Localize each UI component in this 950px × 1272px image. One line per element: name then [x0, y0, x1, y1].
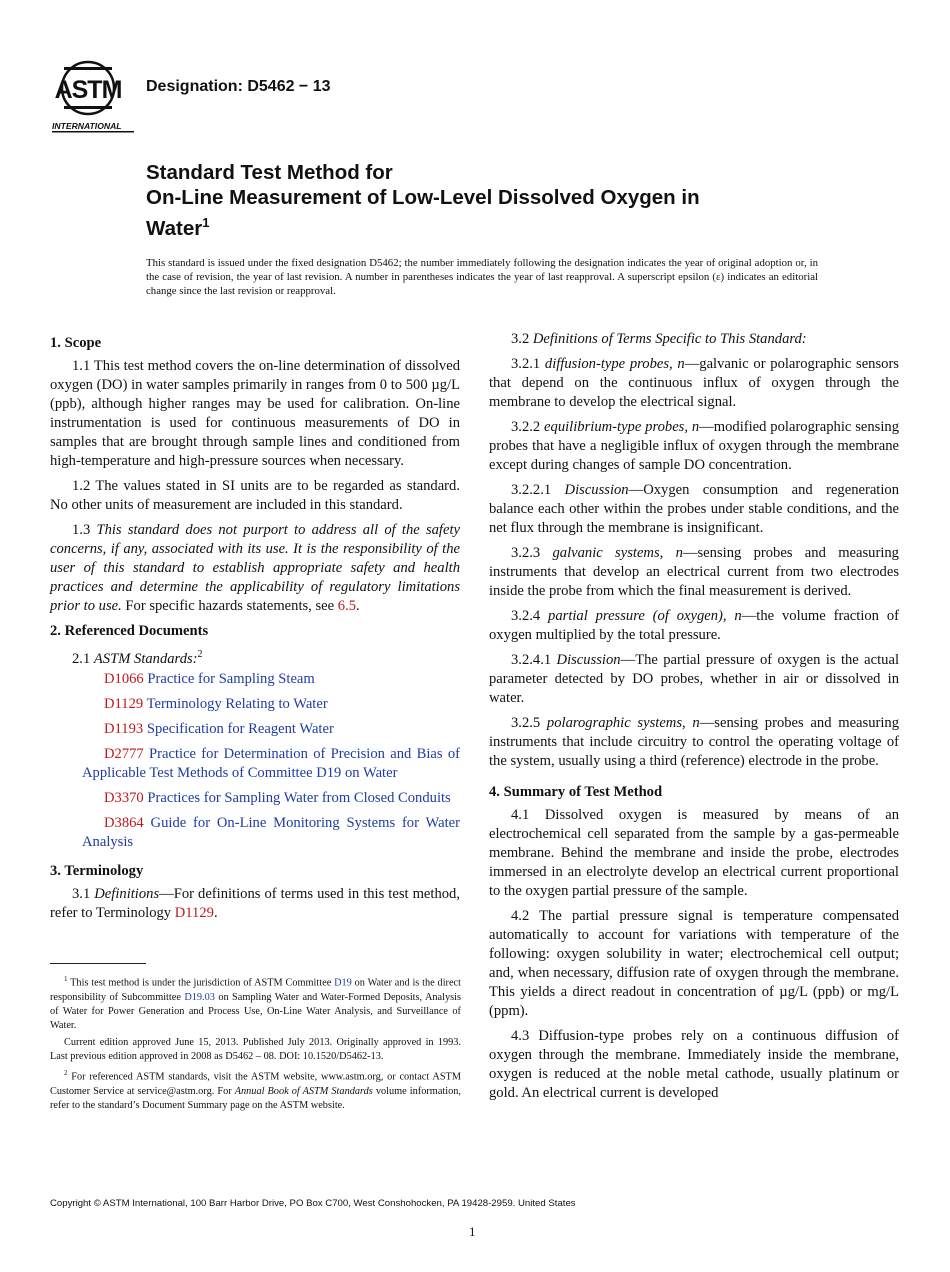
reference-item[interactable]: D1066 Practice for Sampling Steam: [104, 670, 315, 687]
title-line: On-Line Measurement of Low-Level Dissolved Oxygen in: [146, 186, 700, 209]
section-heading: 4. Summary of Test Method: [489, 784, 663, 800]
section-heading: 1. Scope: [50, 335, 102, 351]
discussion: 3.2.2.1 Discussion—Oxygen consumption and regeneration balance each other within the probes under stable conditions, and the net flux through the membrane is insignificant.: [489, 482, 900, 536]
title-text: Water: [146, 216, 203, 240]
paragraph: 4.3 Diffusion-type probes rely on a continuous diffusion of oxygen through the membrane. Immediately inside the membrane, oxygen is reduced at the noble metal cathode, usually platinum or gold. An electrical current is developed: [489, 1028, 899, 1101]
left-column: [50, 330, 460, 929]
definition: 3.2.2 equilibrium-type probes, n—modified polarographic sensing probes that have a negligible influx of oxygen through the membrane except during changes of sample DO concentration.: [489, 419, 899, 473]
section-link[interactable]: 6.5: [337, 598, 357, 614]
title-line: Standard Test Method for: [146, 161, 393, 184]
definition: 3.2.3 galvanic systems, n—sensing probes and measuring instruments that develop an electrical current from two electrodes inside the probe from which the final measurement is derived.: [489, 545, 899, 599]
footnotes: [50, 972, 461, 1116]
page-number: 1: [469, 1224, 476, 1239]
subcommittee-link[interactable]: D19.03: [184, 991, 215, 1003]
section-heading: 3. Terminology: [50, 862, 144, 879]
footnote-marker: 1: [202, 215, 210, 230]
document-title: [146, 160, 866, 241]
paragraph: 1.1 This test method covers the on-line determination of dissolved oxygen (DO) in water samples primarily in ranges from 0 to 500 µg/L (ppb), although higher ranges may be used for calibration. On-line instrumentation is used for continuous measurements of DO in samples that are brought through sample lines and conditioned from high-temperature and high-pressure sources when necessary.: [50, 358, 460, 469]
designation: Designation: D5462 − 13: [146, 78, 331, 95]
paragraph: 1.2 The values stated in SI units are to be regarded as standard. No other units of measurement are included in this standard.: [50, 478, 460, 513]
footnote: Current edition approved June 15, 2013. Published July 2013. Originally approved in 1993. Last previous edition approved in 2008 as D5462 – 08. DOI: 10.1520/D5462-13.: [50, 1036, 461, 1062]
committee-link[interactable]: D19: [334, 977, 352, 989]
reference-item[interactable]: D3864 Guide for On-Line Monitoring Systems for Water Analysis: [82, 814, 460, 850]
paragraph: 4.1 Dissolved oxygen is measured by means of an electrochemical cell separated from the sample by a gas-permeable membrane. Behind the membrane and inside the probe, electrodes immersed in an electrolyte develop an electrical current proportional to the oxygen partial pressure of the sample.: [489, 807, 899, 899]
paragraph: 4.2 The partial pressure signal is temperature compensated automatically to account for variations with temperature of the following: oxygen solubility in water; electrochemical cell output; and, when necessary, diffusion rate of oxygen through the membrane. This yields a direct readout in concentration of µg/L (ppb) or mg/L (ppm).: [489, 908, 899, 1019]
copyright: Copyright © ASTM International, 100 Barr Harbor Drive, PO Box C700, West Conshohocken, PA 19428-2959. United States: [50, 1198, 576, 1209]
reference-link[interactable]: D1129: [174, 904, 214, 921]
paragraph: 3.1 Definitions—For definitions of terms used in this test method, refer to Terminology D1129.: [50, 885, 461, 921]
footnote-divider: [50, 963, 146, 964]
section-heading: 2. Referenced Documents: [50, 623, 209, 639]
definition: 3.2.5 polarographic systems, n—sensing probes and measuring instruments that include circuitry to control the operating voltage of the system, usually using a third (reference) electrode in the probe.: [489, 715, 900, 769]
definition: 3.2.4 partial pressure (of oxygen), n—the volume fraction of oxygen multiplied by the total pressure.: [489, 608, 899, 643]
discussion: 3.2.4.1 Discussion—The partial pressure of oxygen is the actual parameter detected by DO probes, whether in air or dissolved in water.: [489, 652, 900, 706]
svg-text:ASTM: ASTM: [54, 76, 122, 104]
paragraph: 3.2 Definitions of Terms Specific to This Standard:: [511, 331, 807, 347]
astm-logo: [50, 58, 136, 136]
title-line: [146, 210, 866, 241]
definition: 3.2.1 diffusion-type probes, n—galvanic or polarographic sensors that depend on the continuous influx of oxygen through the membrane to develop the electrical signal.: [489, 356, 899, 410]
footnote: $^1$ This test method is under the jurisdiction of ASTM Committee D19 on Water and is the direct responsibility of Subcommittee D19.03 on Sampling Water and Water-Formed Deposits, Analysis of Water for Power Generation and Process Use, On-Line Water Analysis, and Surveillance of Water.: [50, 975, 461, 1032]
reference-list: [50, 670, 460, 852]
reference-item[interactable]: D3370 Practices for Sampling Water from Closed Conduits: [104, 789, 451, 806]
paragraph: 1.3 This standard does not purport to address all of the safety concerns, if any, associated with its use. It is the responsibility of the user of this standard to establish appropriate safety and health practices and determine the applicability of regulatory limitations prior to use. For specific hazards statements, see 6.5.: [50, 522, 460, 614]
paragraph: 2.1 ASTM Standards:$^2$: [72, 649, 203, 667]
right-column: [489, 330, 899, 1109]
intro-note: This standard is issued under the fixed designation D5462; the number immediately following the designation indicates the year of original adoption or, in the case of revision, the year of last revision. A number in parentheses indicates the year of last reapproval. A superscript epsilon (ε) indicates an editorial change since the last revision or reapproval.: [146, 257, 818, 298]
reference-item[interactable]: D2777 Practice for Determination of Precision and Bias of Applicable Test Methods of Committee D19 on Water: [82, 745, 460, 781]
reference-item[interactable]: D1129 Terminology Relating to Water: [104, 695, 328, 712]
footnote: $^2$ For referenced ASTM standards, visit the ASTM website, www.astm.org, or contact ASTM Customer Service at service@astm.org. For Annual Book of ASTM Standards volume information, refer to the standard’s Document Summary page on the ASTM website.: [50, 1069, 461, 1112]
reference-item[interactable]: D1193 Specification for Reagent Water: [104, 720, 334, 737]
svg-text:INTERNATIONAL: INTERNATIONAL: [52, 121, 122, 131]
